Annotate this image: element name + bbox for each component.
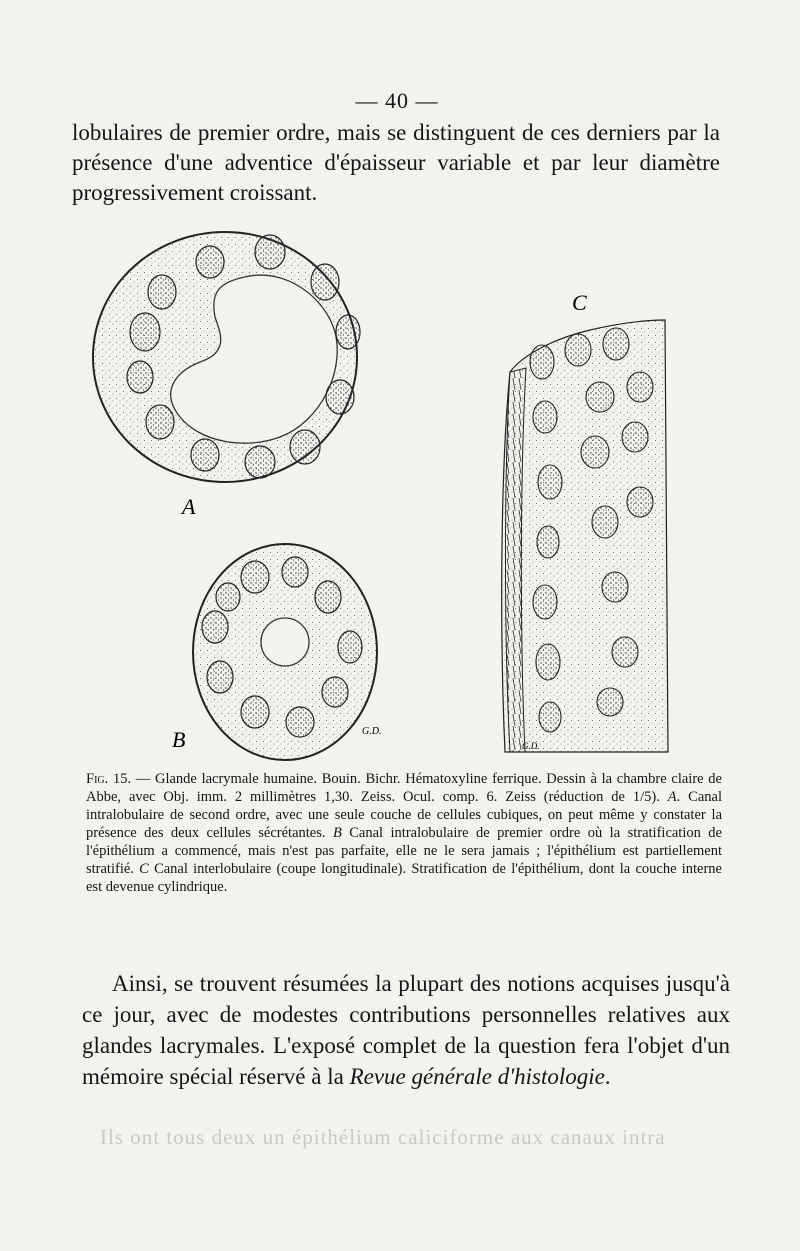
signature-b: G.D. (362, 726, 382, 737)
duct-a-drawing (93, 232, 360, 482)
duct-b-drawing (193, 544, 377, 760)
caption-part-4: Canal interlobulaire (coupe longitudinale). Stratification de l'épithélium, dont la couche interne est devenue cylindrique. (86, 861, 722, 895)
caption-part-1: — Glande lacrymale humaine. Bouin. Bichr. Hématoxyline ferrique. Dessin à la chambre claire de Abbe, avec Obj. imm. 2 millimètres 1,30. Zeiss. Ocul. comp. 6. Zeiss (réduction de 1/5). (86, 771, 722, 805)
caption-part-3: Canal intralobulaire de premier ordre où la stratification de l'épithélium a commencé, mais n'est pas parfaite, elle ne le sera jamais ; l'épithélium est partiellement stratifié. (86, 825, 722, 877)
journal-title: Revue générale d'histologie (349, 1064, 605, 1089)
histology-figure (80, 222, 740, 764)
caption-ref-a: A (667, 789, 677, 805)
figure-label-b: B (172, 727, 186, 752)
figure-caption (86, 770, 722, 896)
caption-part-2: . Canal intralobulaire de second ordre, avec une seule couche de cellules cubiques, on peut même y constater la présence des deux cellules sécrétantes. (86, 789, 722, 841)
intro-paragraph: lobulaires de premier ordre, mais se distinguent de ces derniers par la présence d'une adventice d'épaisseur variable et par leur diamètre progressivement croissant. (72, 120, 720, 205)
duct-c-drawing (502, 320, 668, 752)
caption-ref-b: B (332, 825, 342, 841)
bleed-through-text: Ils ont tous deux un épithélium caliciforme aux canaux intra (100, 1125, 666, 1149)
closing-paragraph-text: Ainsi, se trouvent résumées la plupart des notions acquises jusqu'à ce jour, avec de modestes contributions personnelles relatives aux glandes lacrymales. L'exposé complet de la question fera l'objet d'un mémoire spécial réservé à la (82, 971, 730, 1089)
closing-paragraph (82, 968, 730, 1092)
closing-period: . (604, 1064, 611, 1089)
figure-label-c: C (572, 290, 587, 315)
figure-label-a: A (182, 494, 196, 519)
signature-c: G.D. (522, 741, 540, 751)
caption-ref-c: C (139, 861, 149, 877)
caption-figure-number: Fig. 15. (86, 771, 132, 787)
page-number: — 40 — (355, 88, 439, 113)
